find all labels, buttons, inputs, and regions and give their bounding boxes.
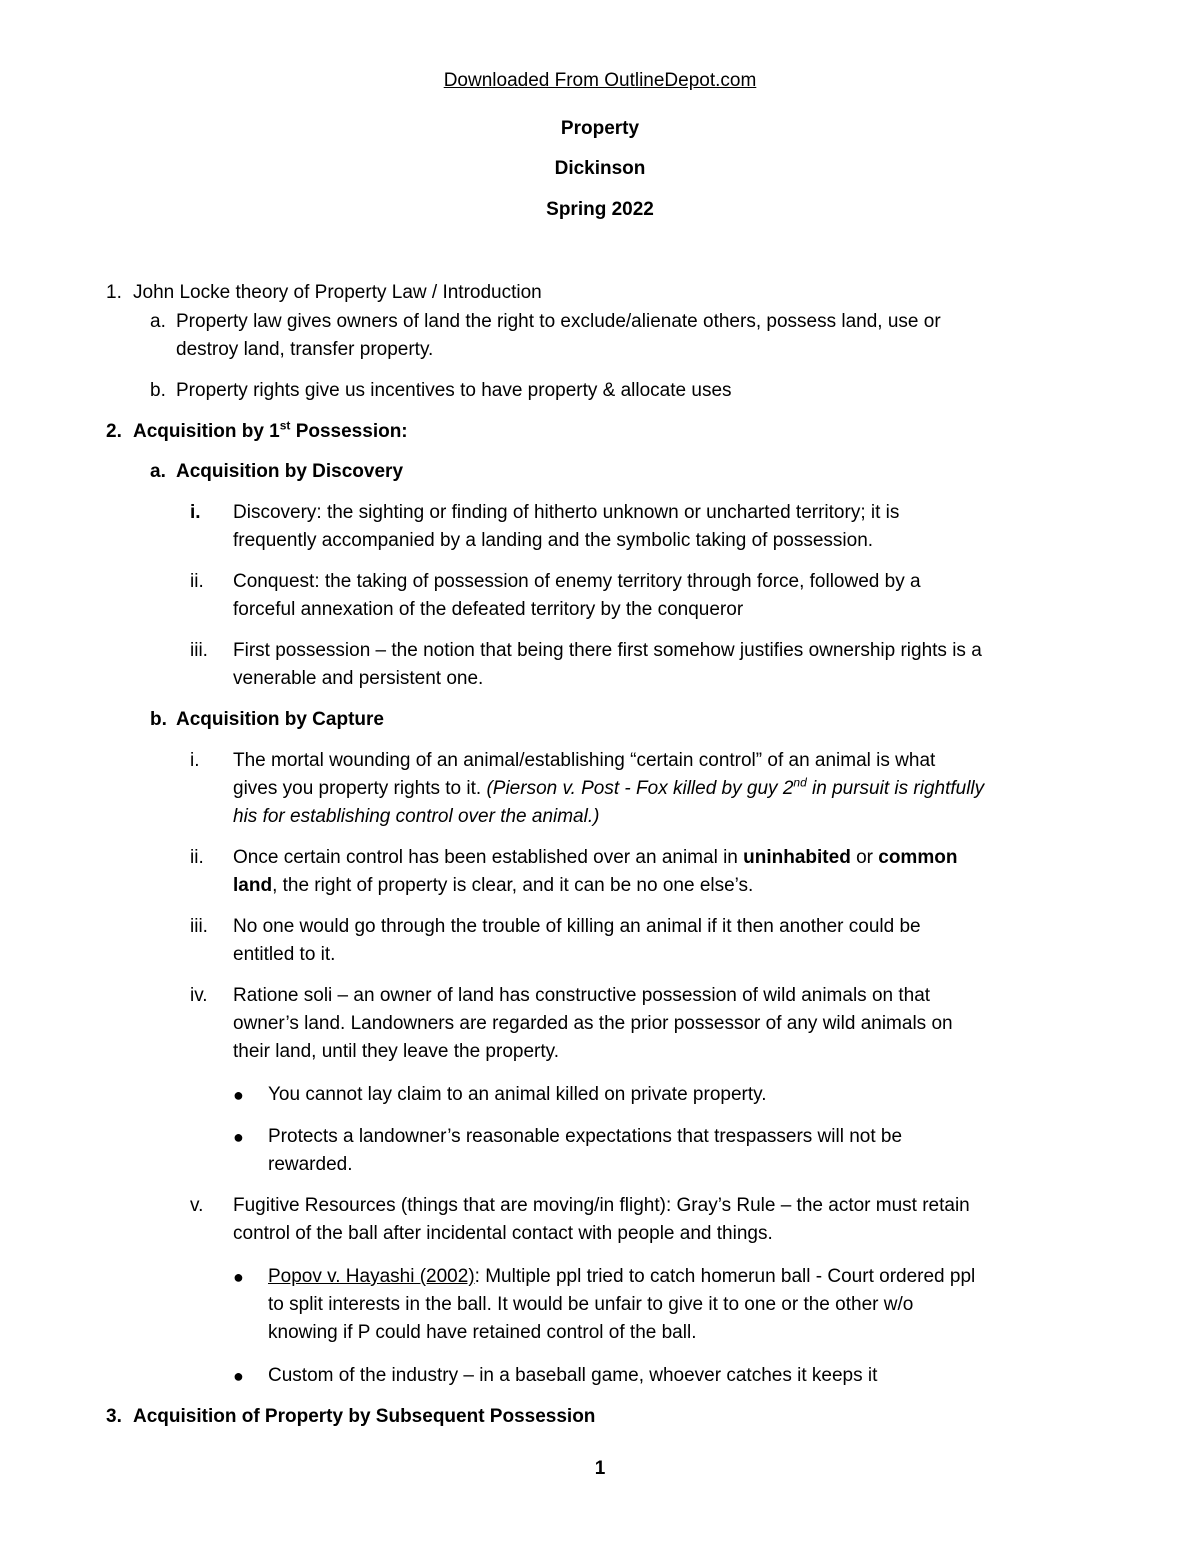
section-2a-iii-line-1: First possession – the notion that being there first somehow justifies ownership rights is a [233, 640, 982, 661]
section-2-number: 2. [106, 421, 122, 442]
section-2b-i-line-3: his for establishing control over the animal.) [233, 806, 600, 827]
section-1a-number: a. [150, 311, 166, 332]
professor-name: Dickinson [554, 158, 646, 179]
section-1b-line-1: Property rights give us incentives to have property & allocate uses [176, 380, 732, 401]
section-2b-v-bullet-2: Custom of the industry – in a baseball game, whoever catches it keeps it [268, 1365, 878, 1386]
term-label: Spring 2022 [546, 199, 654, 220]
section-2-heading: Acquisition by 1st Possession: [133, 418, 408, 442]
section-2b-v-line-2: control of the ball after incidental contact with people and things. [233, 1223, 773, 1244]
bullet-icon: ● [233, 1366, 244, 1386]
section-2b-iii-number: iii. [190, 916, 208, 937]
section-1-number: 1. [106, 282, 122, 303]
section-2a-ii-line-2: forceful annexation of the defeated territory by the conqueror [233, 599, 744, 620]
section-2b-iv-bullet-2-line-2: rewarded. [268, 1154, 353, 1175]
section-2b-v-number: v. [190, 1195, 204, 1216]
case-citation-popov: Popov v. Hayashi (2002) [268, 1266, 475, 1287]
section-1a-line-1: Property law gives owners of land the right to exclude/alienate others, possess land, use or [176, 311, 941, 332]
section-2b-ii-line-1: Once certain control has been established over an animal in uninhabited or common [233, 847, 958, 868]
section-2a-iii-number: iii. [190, 640, 208, 661]
section-2a-ii-line-1: Conquest: the taking of possession of enemy territory through force, followed by a [233, 571, 921, 592]
section-1b-number: b. [150, 380, 166, 401]
section-2b-i-number: i. [190, 750, 200, 771]
section-2b-iv-line-3: their land, until they leave the property. [233, 1041, 560, 1062]
bullet-icon: ● [233, 1267, 244, 1287]
section-3-number: 3. [106, 1406, 122, 1427]
section-2a-number: a. [150, 461, 166, 482]
course-title: Property [560, 118, 640, 139]
section-2b-iv-bullet-1: You cannot lay claim to an animal killed on private property. [268, 1084, 767, 1105]
section-2b-i-line-1: The mortal wounding of an animal/establishing “certain control” of an animal is what [233, 750, 936, 771]
section-2a-ii-number: ii. [190, 571, 204, 592]
page-number: 1 [594, 1458, 606, 1479]
section-2a-i-line-1: Discovery: the sighting or finding of hitherto unknown or uncharted territory; it is [233, 502, 900, 523]
section-2b-iv-bullet-2-line-1: Protects a landowner’s reasonable expectations that trespassers will not be [268, 1126, 903, 1147]
section-3-heading: Acquisition of Property by Subsequent Possession [133, 1406, 596, 1427]
section-2a-i-line-2: frequently accompanied by a landing and the symbolic taking of possession. [233, 530, 874, 551]
section-1-heading: John Locke theory of Property Law / Introduction [133, 282, 542, 303]
section-2b-ii-number: ii. [190, 847, 204, 868]
section-2b-iii-line-1: No one would go through the trouble of killing an animal if it then another could be [233, 916, 921, 937]
section-2b-iv-number: iv. [190, 985, 208, 1006]
section-2b-iv-line-2: owner’s land. Landowners are regarded as the prior possessor of any wild animals on [233, 1013, 953, 1034]
section-2b-heading: Acquisition by Capture [176, 709, 384, 730]
section-2b-i-line-2: gives you property rights to it. (Pierson v. Post - Fox killed by guy 2nd in pursuit is rightfully [233, 775, 985, 799]
section-1a-line-2: destroy land, transfer property. [176, 339, 434, 360]
section-2b-v-line-1: Fugitive Resources (things that are moving/in flight): Gray’s Rule – the actor must retain [233, 1195, 970, 1216]
section-2a-i-number: i. [190, 502, 201, 523]
section-2b-ii-line-2: land, the right of property is clear, and it can be no one else’s. [233, 875, 754, 896]
bullet-icon: ● [233, 1085, 244, 1105]
bullet-icon: ● [233, 1127, 244, 1147]
section-2b-v-bullet-1-line-2: to split interests in the ball. It would be unfair to give it to one or the other w/o [268, 1294, 914, 1315]
source-header: Downloaded From OutlineDepot.com [443, 70, 757, 91]
section-2b-iii-line-2: entitled to it. [233, 944, 336, 965]
section-2b-number: b. [150, 709, 167, 730]
section-2a-iii-line-2: venerable and persistent one. [233, 668, 484, 689]
section-2b-v-bullet-1-line-3: knowing if P could have retained control of the ball. [268, 1322, 697, 1343]
section-2b-iv-line-1: Ratione soli – an owner of land has constructive possession of wild animals on that [233, 985, 931, 1006]
section-2b-v-bullet-1-line-1: Popov v. Hayashi (2002): Multiple ppl tried to catch homerun ball - Court ordered ppl [268, 1266, 976, 1287]
section-2a-heading: Acquisition by Discovery [176, 461, 404, 482]
